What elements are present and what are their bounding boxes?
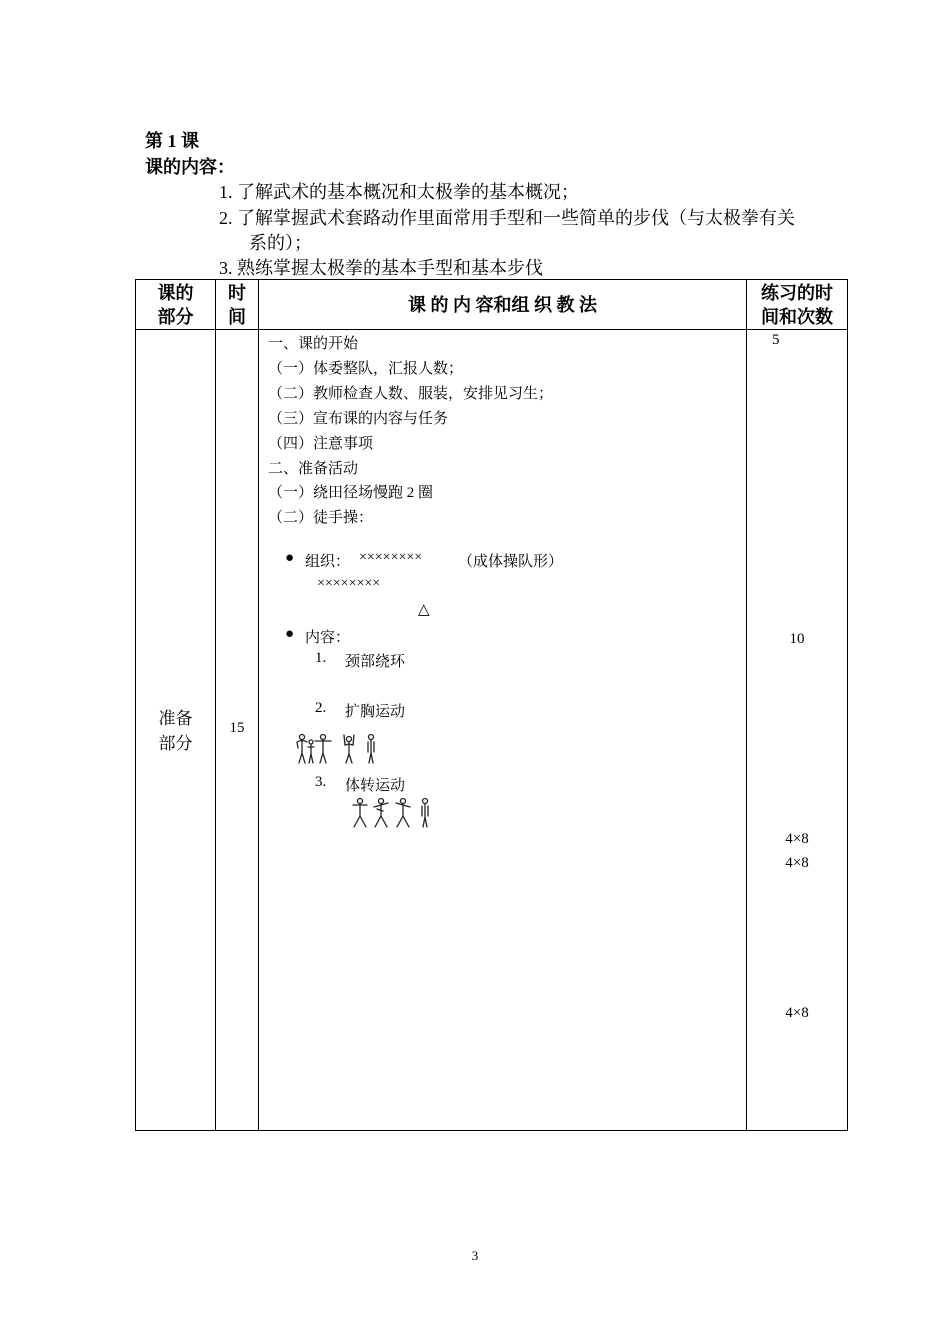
exercise-3-name: 体转运动 [345,778,406,794]
header-practice [747,281,847,329]
objective-3: 3. 熟练掌握太极拳的基本手型和基本步伐 [219,258,543,278]
org-row-1: ×××××××× [359,550,423,565]
exercise-1-name: 颈部绕环 [345,654,406,670]
objective-2-continued: 系的）； [249,233,312,253]
content-line-7: （一）绕田径场慢跑 2 圈 [268,485,434,501]
header-time-line2: 间 [228,307,246,327]
header-part-line1: 课的 [157,283,194,303]
trunk-rotation-figures-icon [348,797,434,829]
header-content: 课 的 内 容和组 织 教 法 [408,295,597,315]
header-practice-line2: 间和次数 [761,307,833,327]
content-line-5: （四）注意事项 [268,436,374,452]
org-bullet: ● [285,550,295,566]
row-time: 15 [229,720,245,736]
table-border-left [135,279,136,1131]
header-time-line1: 时 [228,283,246,303]
content-line-4: （三）宣布课的内容与任务 [268,411,449,427]
table-col-divider-3 [746,279,747,1131]
content-line-1: 一、课的开始 [268,336,359,352]
exercise-1-num: 1. [315,650,327,666]
chest-expansion-figures-icon [296,733,382,765]
table-border-bottom [135,1130,848,1131]
teacher-triangle: △ [418,602,430,618]
org-row-2: ×××××××× [317,576,381,591]
row-part [136,706,215,756]
table-border-top [135,279,848,280]
table-header-divider [135,329,848,330]
row-part-line1: 准备 [158,709,193,728]
content-label: 内容： [305,630,351,646]
content-bullet: ● [285,626,295,642]
header-part-line2: 部分 [157,307,194,327]
exercise-2-num: 2. [315,700,327,716]
exercise-3-num: 3. [315,774,327,790]
row-part-line2: 部分 [158,734,193,753]
header-practice-line1: 练习的时 [761,283,833,303]
practice-value-3: 4×8 [785,831,809,847]
table-border-right [847,279,848,1131]
practice-value-4: 4×8 [785,855,809,871]
header-time [216,281,258,329]
content-line-2: （一）体委整队，汇报人数； [268,361,464,377]
org-label: 组织： [305,554,351,570]
header-part [136,281,215,329]
page-number: 3 [471,1248,479,1263]
practice-value-5: 4×8 [785,1005,809,1021]
objective-2: 2. 了解掌握武术套路动作里面常用手型和一些简单的步伐（与太极拳有关 [219,208,795,228]
content-heading: 课的内容： [145,157,235,177]
content-line-8: （二）徒手操： [268,510,374,526]
org-note: （成体操队形） [458,554,564,570]
table-col-divider-1 [215,279,216,1131]
practice-value-2: 10 [789,631,805,647]
exercise-2-name: 扩胸运动 [345,704,406,720]
practice-value-1: 5 [772,332,780,348]
content-line-6: 二、准备活动 [268,461,359,477]
lesson-title: 第 1 课 [145,131,199,151]
objective-1: 1. 了解武术的基本概况和太极拳的基本概况； [219,182,579,202]
table-col-divider-2 [258,279,259,1131]
content-line-3: （二）教师检查人数、服装，安排见习生； [268,386,554,402]
